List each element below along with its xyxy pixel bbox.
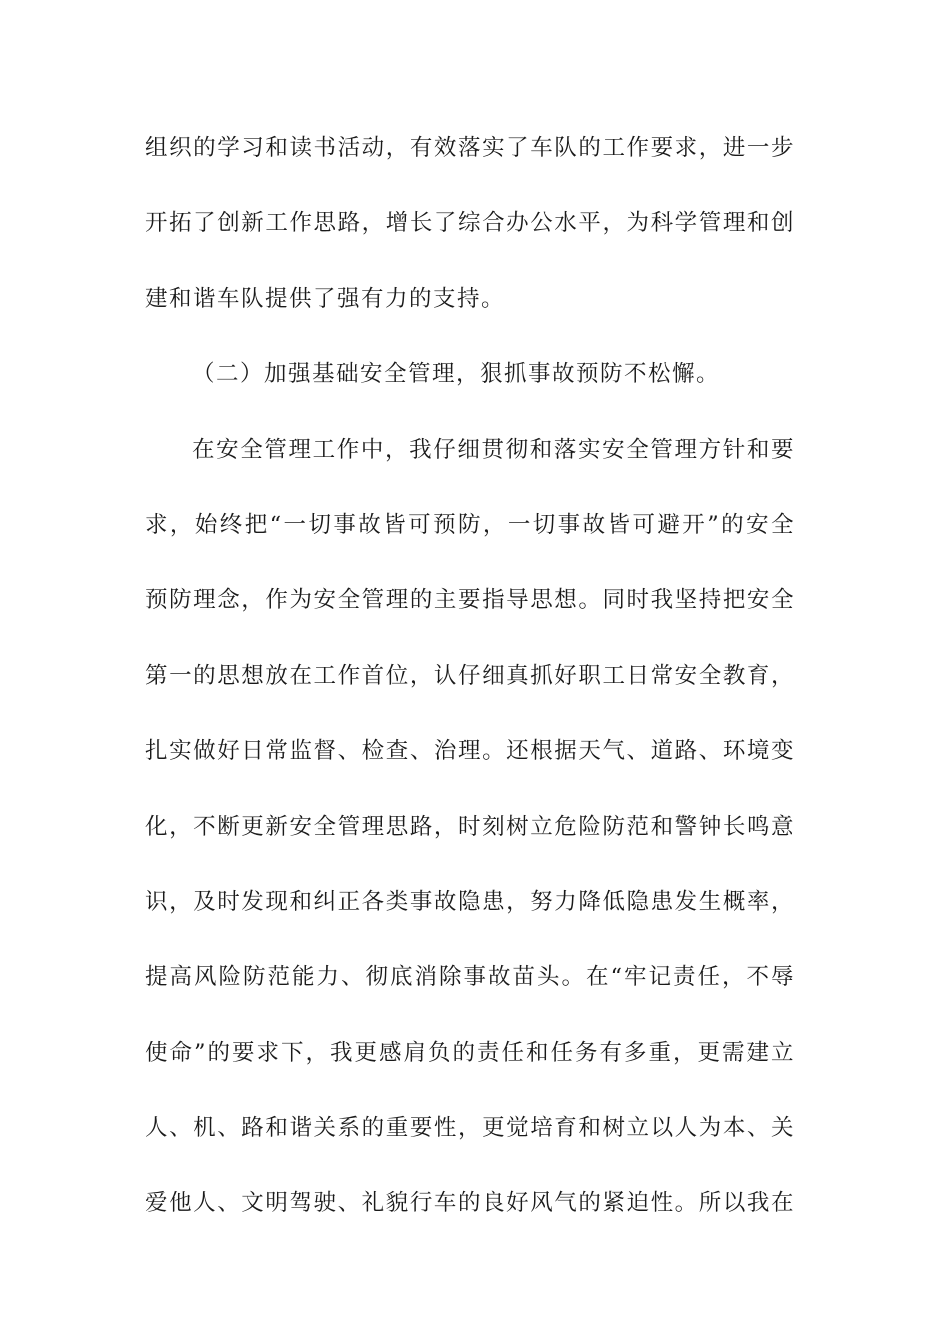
text-line: 提高风险防范能力、彻底消除事故苗头。在“牢记责任，不辱: [145, 964, 795, 991]
text-line: 组织的学习和读书活动，有效落实了车队的工作要求，进一步: [145, 135, 795, 161]
text-line: 建和谐车队提供了强有力的支持。: [145, 285, 506, 312]
text-line: 使命”的要求下，我更感肩负的责任和任务有多重，更需建立: [145, 1039, 795, 1066]
paragraph-first-line: 在安全管理工作中，我仔细贯彻和落实安全管理方针和要: [192, 436, 795, 463]
text-line: 第一的思想放在工作首位，认仔细真抓好职工日常安全教育，: [145, 662, 795, 689]
text-line: 预防理念，作为安全管理的主要指导思想。同时我坚持把安全: [145, 587, 795, 614]
text-line: 化，不断更新安全管理思路，时刻树立危险防范和警钟长鸣意: [145, 813, 795, 840]
text-line: 扎实做好日常监督、检查、治理。还根据天气、道路、环境变: [145, 738, 795, 765]
text-line: 开拓了创新工作思路，增长了综合办公水平，为科学管理和创: [145, 210, 795, 237]
text-line: 人、机、路和谐关系的重要性，更觉培育和树立以人为本、关: [145, 1115, 795, 1142]
section-heading: （二）加强基础安全管理，狠抓事故预防不松懈。: [192, 361, 721, 388]
text-line: 识，及时发现和纠正各类事故隐患，努力降低隐患发生概率，: [145, 888, 795, 915]
text-line: 求，始终把“一切事故皆可预防，一切事故皆可避开”的安全: [145, 511, 795, 538]
body-text: [145, 124, 795, 1255]
text-line: 爱他人、文明驾驶、礼貌行车的良好风气的紧迫性。所以我在: [145, 1190, 795, 1217]
